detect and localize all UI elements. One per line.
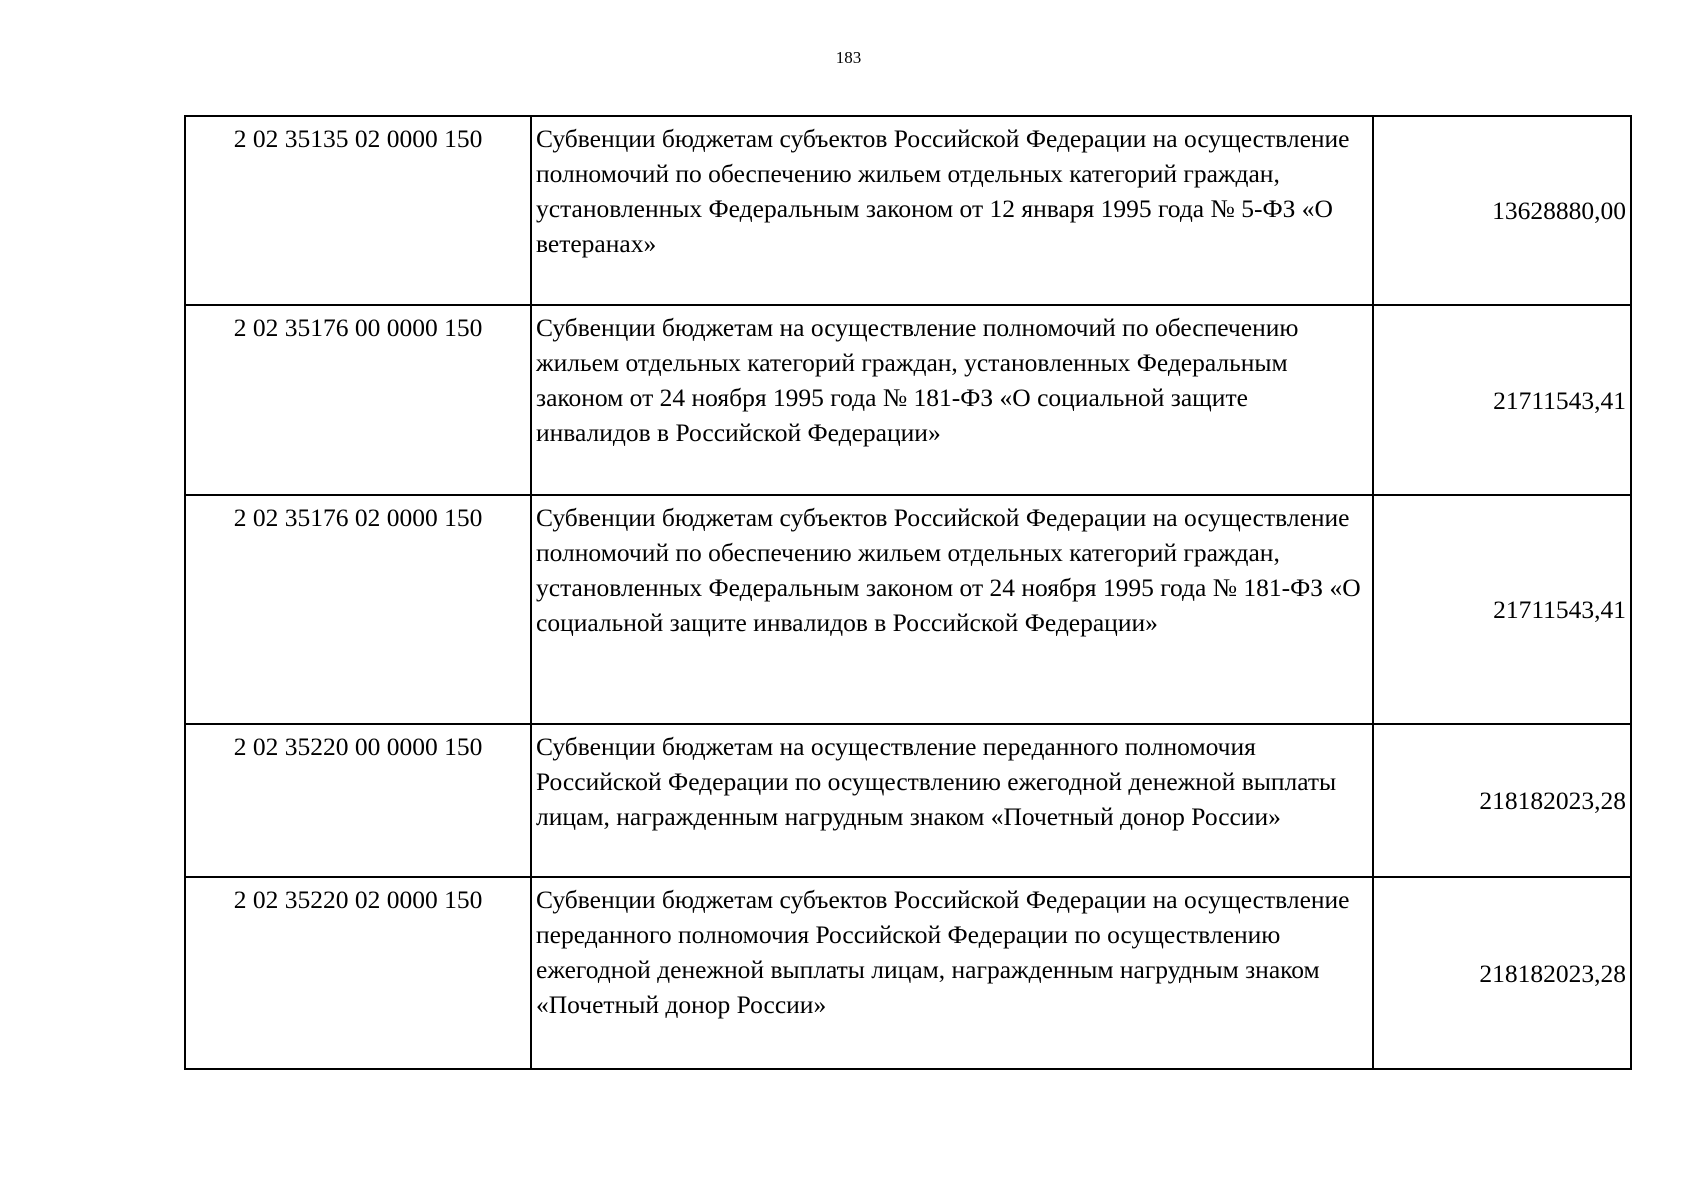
budget-code-cell: 2 02 35176 02 0000 150 [185, 495, 531, 724]
table-row [185, 305, 1631, 495]
budget-code-cell: 2 02 35176 00 0000 150 [185, 305, 531, 495]
description-cell: Субвенции бюджетам субъектов Российской Федерации на осуществление полномочий по обеспечению жильем отдельных категорий граждан, установленных Федеральным законом от 12 января 1995 года № 5-ФЗ «О ветеранах» [531, 116, 1373, 305]
budget-table [184, 115, 1632, 1070]
budget-code-cell: 2 02 35135 02 0000 150 [185, 116, 531, 305]
amount-cell: 21711543,41 [1373, 305, 1631, 495]
description-cell: Субвенции бюджетам субъектов Российской Федерации на осуществление переданного полномочия Российской Федерации по осуществлению ежегодной денежной выплаты лицам, награжденным нагрудным знаком «Почетный донор России» [531, 877, 1373, 1069]
description-cell: Субвенции бюджетам субъектов Российской Федерации на осуществление полномочий по обеспечению жильем отдельных категорий граждан, установленных Федеральным законом от 24 ноября 1995 года № 181-ФЗ «О социальной защите инвалидов в Российской Федерации» [531, 495, 1373, 724]
amount-cell: 21711543,41 [1373, 495, 1631, 724]
amount-cell: 218182023,28 [1373, 877, 1631, 1069]
amount-cell: 13628880,00 [1373, 116, 1631, 305]
budget-code-cell: 2 02 35220 00 0000 150 [185, 724, 531, 877]
table-row [185, 495, 1631, 724]
description-cell: Субвенции бюджетам на осуществление полномочий по обеспечению жильем отдельных категорий граждан, установленных Федеральным законом от 24 ноября 1995 года № 181-ФЗ «О социальной защите инвалидов в Российской Федерации» [531, 305, 1373, 495]
amount-cell: 218182023,28 [1373, 724, 1631, 877]
budget-code-cell: 2 02 35220 02 0000 150 [185, 877, 531, 1069]
page-number: 183 [835, 48, 862, 67]
table-row [185, 877, 1631, 1069]
table-row [185, 116, 1631, 305]
description-cell: Субвенции бюджетам на осуществление переданного полномочия Российской Федерации по осуществлению ежегодной денежной выплаты лицам, награжденным нагрудным знаком «Почетный донор России» [531, 724, 1373, 877]
table-row [185, 724, 1631, 877]
